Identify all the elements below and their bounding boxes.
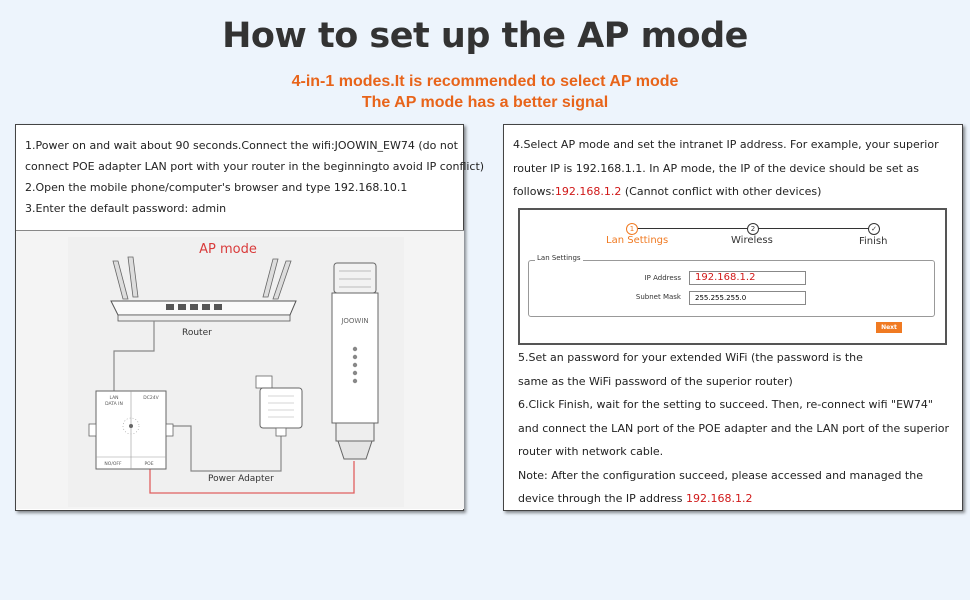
step-4-suffix: (Cannot conflict with other devices) (621, 185, 822, 198)
page-title: How to set up the AP mode (222, 16, 748, 56)
diagram-title: AP mode (199, 242, 257, 257)
lan-settings-section (528, 254, 935, 317)
step-5-line-2: same as the WiFi password of the superior router) (518, 374, 793, 388)
lan-settings-section-title: Lan Settings (537, 254, 581, 262)
wizard-step-1-indicator: 1 (626, 223, 638, 235)
note-prefix: device through the IP address (518, 492, 686, 505)
step-4-line-2: router IP is 192.168.1.1. In AP mode, the IP of the device should be set as (513, 161, 919, 175)
step-6-line-3: router with network cable. (518, 445, 664, 458)
step-4-block (513, 133, 939, 204)
step-4-ip: 192.168.1.2 (554, 185, 622, 198)
subnet-mask-input[interactable]: 255.255.255.0 (689, 291, 806, 305)
step-3: 3.Enter the default password: admin (25, 202, 227, 215)
step-6-line-2: and connect the LAN port of the POE adapter and the LAN port of the superior (518, 421, 950, 435)
ip-address-input[interactable]: 192.168.1.2 (689, 271, 806, 285)
step-1-line-1: 1.Power on and wait about 90 seconds.Connect the wifi:JOOWIN_EW74 (do not (25, 139, 458, 152)
ip-address-label: IP Address (644, 274, 681, 282)
step-4-line-3 (513, 180, 939, 204)
router-label: Router (182, 328, 212, 338)
note-line-1: Note: After the configuration succeed, please accessed and managed the (518, 468, 923, 482)
left-instructions-panel (15, 124, 485, 511)
poe-lan-label: LAN (109, 396, 119, 401)
poe-dc-label: DC24V (143, 396, 159, 401)
left-steps (16, 125, 485, 229)
ap-mode-diagram (16, 230, 464, 509)
step-4-line-1: 4.Select AP mode and set the intranet IP address. For example, your superior (513, 138, 939, 151)
step-4-prefix: follows: (513, 185, 555, 198)
poe-adapter (89, 391, 173, 469)
next-button[interactable]: Next (876, 322, 902, 333)
wizard-step-1-label: Lan Settings (606, 235, 669, 246)
lan-settings-wizard (518, 208, 947, 345)
wizard-step-3-label: Finish (859, 236, 888, 247)
poe-poe-label: POE (144, 462, 154, 467)
power-adapter-label: Power Adapter (208, 474, 274, 484)
check-icon: ✓ (868, 223, 880, 235)
step-2: 2.Open the mobile phone/computer's browser and type 192.168.10.1 (25, 181, 408, 194)
subnet-mask-label: Subnet Mask (635, 293, 681, 301)
right-instructions-panel (503, 124, 963, 511)
poe-datain-label: DATA IN (105, 402, 123, 407)
step-5-line-1: 5.Set an password for your extended WiFi (the password is the (518, 351, 863, 364)
note-line-2 (518, 487, 949, 511)
outdoor-ap-device (332, 263, 378, 459)
note-ip: 192.168.1.2 (685, 492, 753, 505)
poe-onoff-label: NO/OFF (104, 462, 122, 467)
step-6-line-1: 6.Click Finish, wait for the setting to succeed. Then, re-connect wifi "EW74" (518, 398, 933, 411)
wizard-step-2-indicator: 2 (747, 223, 759, 235)
subtitle-line-2: The AP mode has a better signal (361, 94, 609, 111)
steps-5-6-block (518, 346, 949, 511)
wizard-step-2-label: Wireless (731, 235, 773, 246)
ap-mode-diagram-svg (16, 231, 464, 509)
device-brand: JOOWIN (341, 317, 369, 325)
step-1-line-2: connect POE adapter LAN port with your router in the beginningto avoid IP conflict) (25, 160, 485, 173)
subtitle-line-1: 4-in-1 modes.It is recommended to select AP mode (291, 73, 679, 90)
